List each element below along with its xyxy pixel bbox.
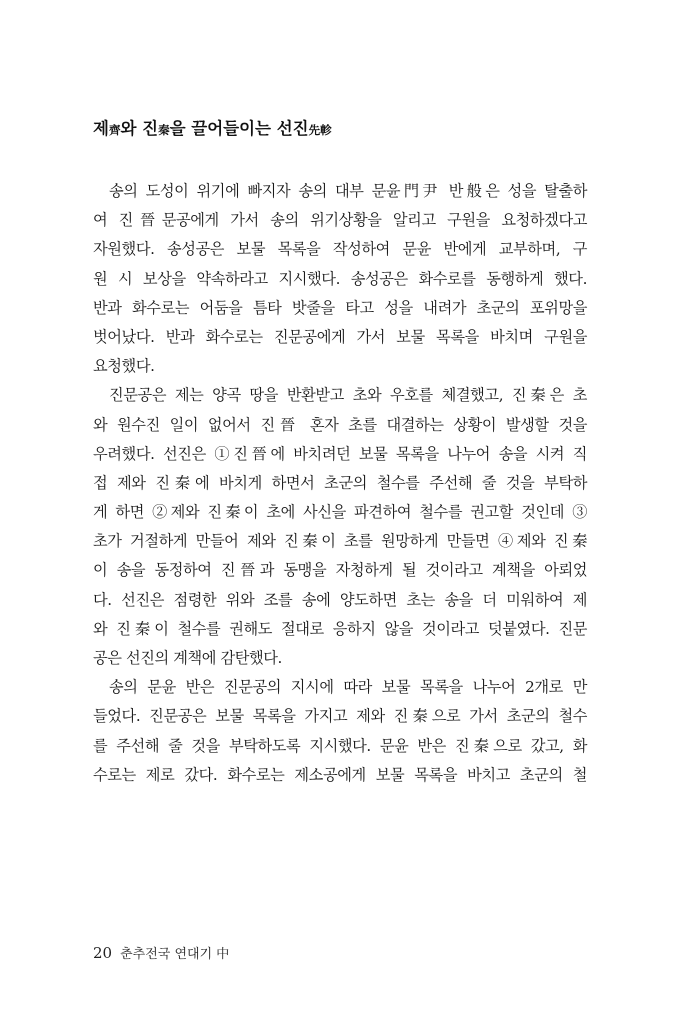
paragraph-2-line-4: 접 제와 진秦에 바치게 하면서 초군의 철수를 주선해 줄 것을 부탁하 [93,473,587,492]
heading-hanja-2: 秦 [158,123,170,137]
paragraph-2-line-8: 다. 선진은 점령한 위와 조를 송에 양도하면 초는 송을 더 미워하여 제 [93,590,587,609]
paragraph-2-line-2: 와 원수진 일이 없어서 진晉 혼자 초를 대결하는 상황이 발생할 것을 [93,415,587,434]
body-text [93,177,587,790]
paragraph-1-line-3: 자원했다. 송성공은 보물 목록을 작성하여 문윤 반에게 교부하며, 구 [93,240,587,259]
paragraph-3-line-2: 들었다. 진문공은 보물 목록을 가지고 제와 진秦으로 가서 초군의 철수 [93,707,587,726]
heading-hanja-1: 齊 [108,123,121,137]
paragraph-1-line-4: 원 시 보상을 약속하라고 지시했다. 송성공은 화수로를 동행하게 했다. [93,269,587,288]
paragraph-1-line-6: 벗어났다. 반과 화수로는 진문공에게 가서 보물 목록을 바치며 구원을 [93,327,587,346]
paragraph-2-line-10: 공은 선진의 계책에 감탄했다. [93,649,282,667]
page-footer [93,943,229,965]
paragraph-2-line-5: 게 하면 ②제와 진秦이 초에 사신을 파견하여 철수를 권고할 것인데 ③ [93,503,587,522]
paragraph-2-line-3: 우려했다. 선진은 ①진晉에 바치려던 보물 목록을 나누어 송을 시켜 직 [93,444,587,463]
heading-hanja-3: 先軫 [308,123,332,137]
paragraph-2-line-1: 진문공은 제는 양곡 땅을 반환받고 초와 우호를 체결했고, 진秦은 초 [109,386,587,405]
paragraph-2-line-7: 이 송을 동정하여 진晉과 동맹을 자청하게 될 것이라고 계책을 아뢰었 [93,561,587,580]
heading-text-3: 을 끌어들이는 선진 [169,119,309,138]
section-heading [93,117,613,142]
book-title: 춘추전국 연대기 中 [120,947,230,962]
paragraph-1-line-2: 여 진晉문공에게 가서 송의 위기상황을 알리고 구원을 요청하겠다고 [93,211,587,230]
page-number: 20 [93,944,113,962]
paragraph-2-line-9: 와 진秦이 철수를 권해도 절대로 응하지 않을 것이라고 덧붙였다. 진문 [93,619,587,638]
paragraph-3-line-4: 수로는 제로 갔다. 화수로는 제소공에게 보물 목록을 바치고 초군의 철 [93,765,587,784]
paragraph-3-line-3: 를 주선해 줄 것을 부탁하도록 지시했다. 문윤 반은 진秦으로 갔고, 화 [93,736,587,755]
paragraph-2-line-6: 초가 거절하게 만들어 제와 진秦이 초를 원망하게 만들면 ④제와 진秦 [93,532,587,551]
heading-text-2: 와 진 [120,119,159,138]
paragraph-3-line-1: 송의 문윤 반은 진문공의 지시에 따라 보물 목록을 나누어 2개로 만 [109,678,587,697]
heading-text-1: 제 [93,119,109,138]
paragraph-1-line-7: 요청했다. [93,357,155,376]
paragraph-1-line-5: 반과 화수로는 어둠을 틈타 밧줄을 타고 성을 내려가 초군의 포위망을 [93,298,587,317]
paragraph-1-line-1: 송의 도성이 위기에 빠지자 송의 대부 문윤門尹 반般은 성을 탈출하 [109,182,588,200]
